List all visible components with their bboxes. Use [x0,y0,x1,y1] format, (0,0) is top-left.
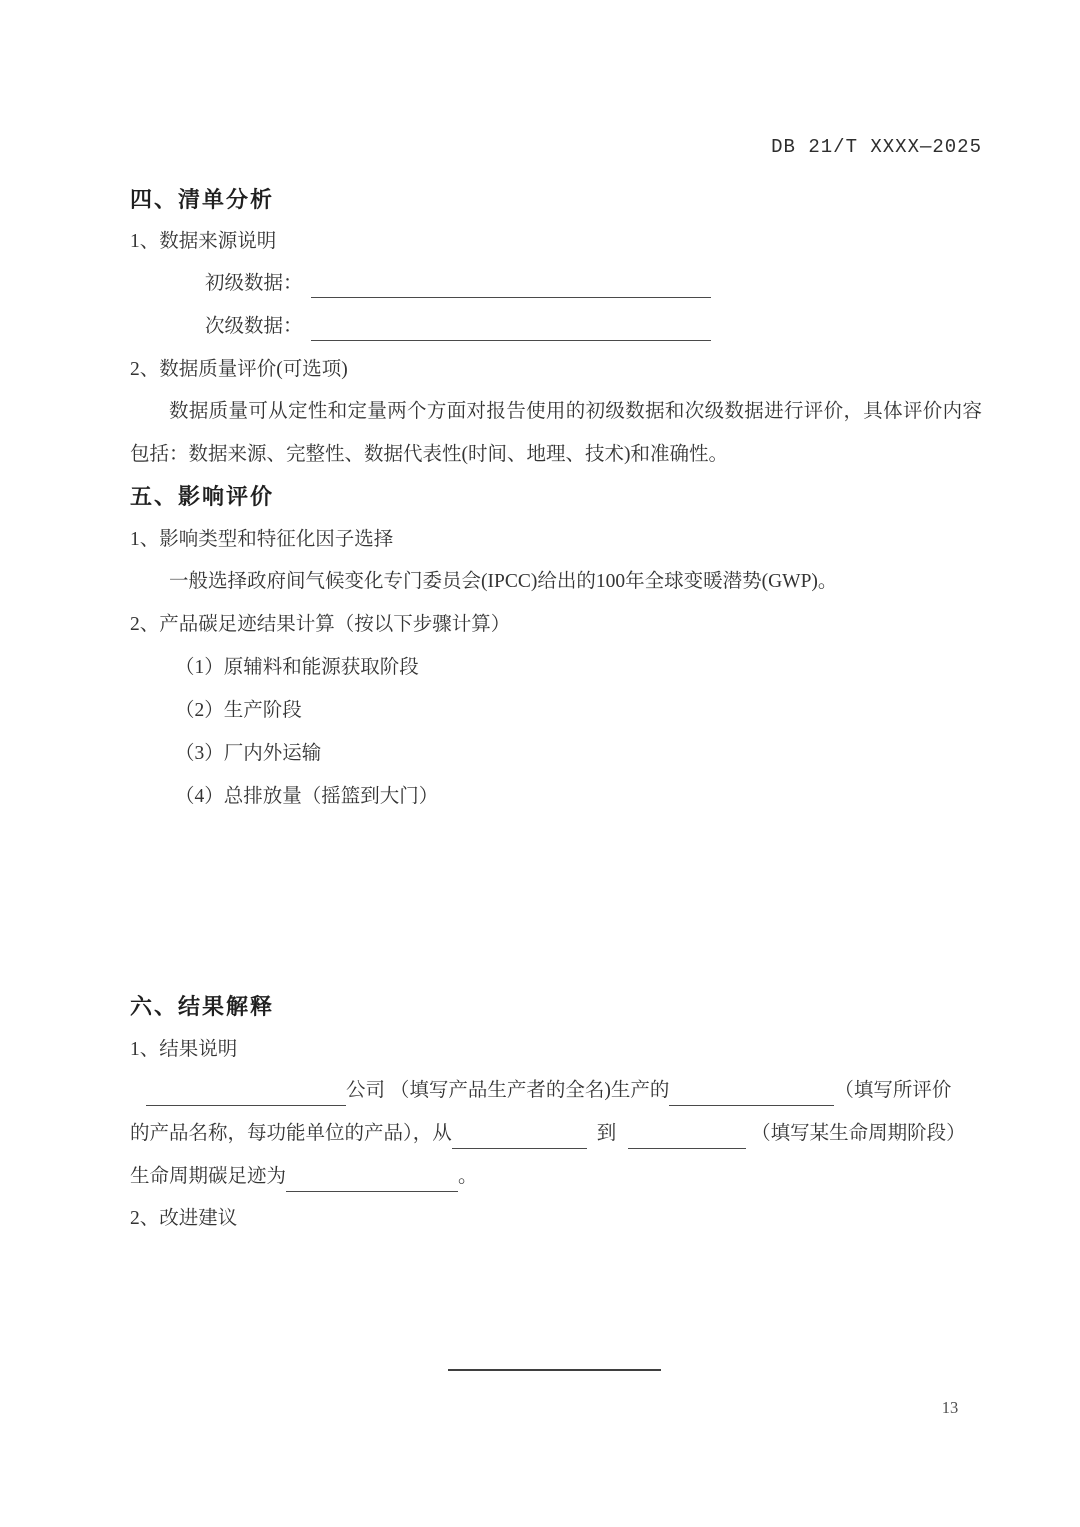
step-1: （1）原辅料和能源获取阶段 [175,657,419,678]
statement-seg6: 生命周期碳足迹为 [130,1166,287,1187]
section5-item1-title: 1、影响类型和特征化因子选择 [130,529,394,550]
step-4: （4）总排放量（摇篮到大门） [175,786,439,807]
producer-name-blank-line [146,1083,346,1106]
section6-item1-title: 1、结果说明 [130,1039,238,1060]
statement-seg4: 到 [596,1123,617,1144]
section6-title: 六、结果解释 [130,994,275,1019]
result-statement-line2 [130,1119,982,1149]
primary-data-row [130,270,1057,298]
section6-item2-title: 2、改进建议 [130,1208,238,1229]
step-3: （3）厂内外运输 [175,743,322,764]
result-statement-line3 [130,1162,982,1192]
secondary-data-blank-line [311,318,711,341]
data-quality-paragraph: 数据质量可从定性和定量两个方面对报告使用的初级数据和次级数据进行评价，具体评价内容包括：数据来源、完整性、数据代表性(时间、地理、技术)和准确性。 [130,401,982,465]
result-statement-line1 [130,1076,998,1106]
secondary-data-row [130,313,1057,341]
statement-seg5: （填写某生命周期阶段） [751,1123,966,1144]
doc-number: DB 21/T XXXX—2025 [771,136,982,158]
statement-seg3: 的产品名称，每功能单位的产品），从 [130,1123,452,1144]
primary-data-blank-line [311,275,711,298]
section4-item1-title: 1、数据来源说明 [130,231,277,252]
step-2: （2）生产阶段 [175,700,302,721]
page-number: 13 [941,1398,959,1417]
lifecycle-from-blank-line [452,1126,587,1149]
product-name-blank-line [669,1083,834,1106]
section4-title: 四、清单分析 [130,187,275,212]
primary-data-label: 初级数据： [205,273,303,294]
lifecycle-to-blank-line [628,1126,746,1149]
section4-item2-title: 2、数据质量评价(可选项) [130,359,348,380]
footer-divider-line [448,1369,661,1371]
statement-seg1: 公司 （填写产品生产者的全名)生产的 [346,1080,670,1101]
section5-item2-title: 2、产品碳足迹结果计算（按以下步骤计算） [130,614,511,635]
statement-seg2: （填写所评价 [834,1080,952,1101]
carbon-footprint-value-blank-line [286,1169,458,1192]
statement-seg7: 。 [458,1166,478,1187]
ipcc-note: 一般选择政府间气候变化专门委员会(IPCC)给出的100年全球变暖潜势(GWP)。 [169,571,838,592]
section5-title: 五、影响评价 [130,484,275,509]
secondary-data-label: 次级数据： [205,316,303,337]
